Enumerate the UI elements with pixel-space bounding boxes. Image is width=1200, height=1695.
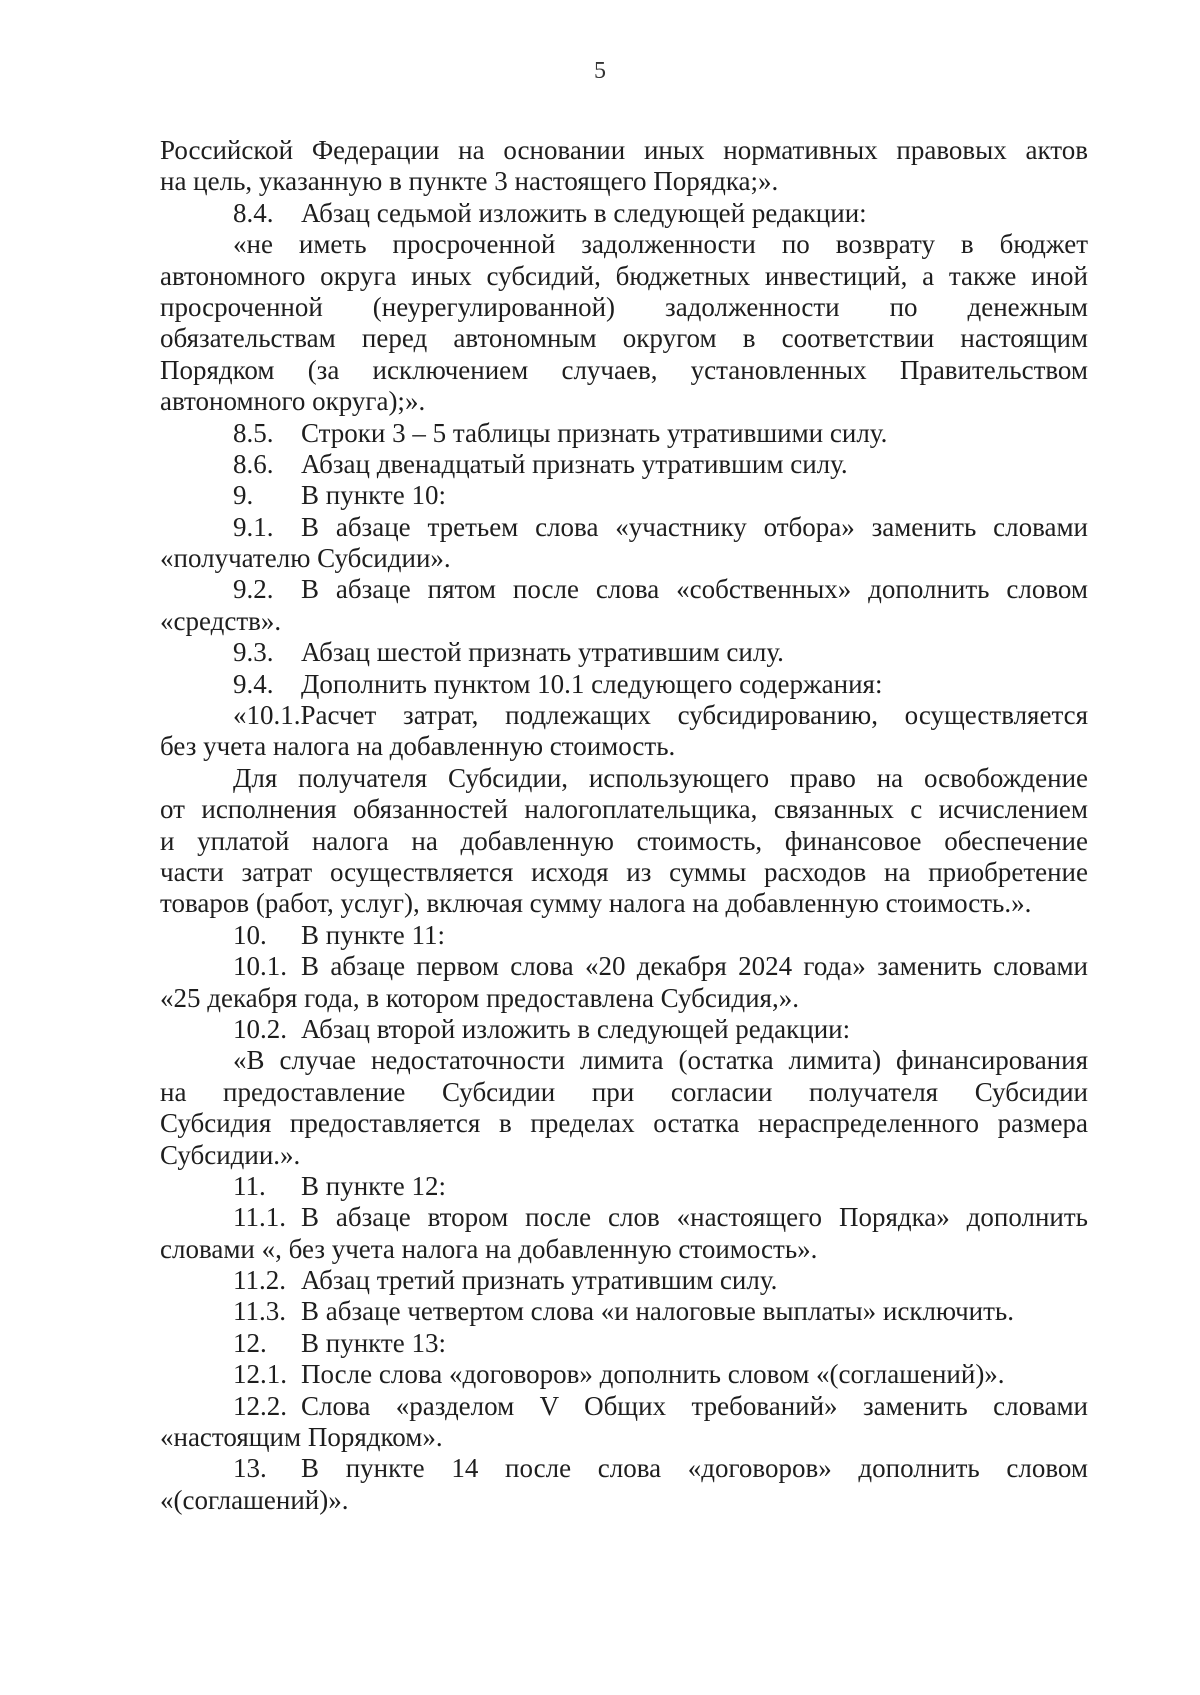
text-line: [160, 574, 1088, 605]
item-number: 11.2.: [233, 1265, 286, 1296]
line-text: просроченной (неурегулированной) задолженности по денежным: [160, 291, 1088, 322]
text-line: [160, 1140, 1088, 1171]
text-line: [160, 669, 1088, 700]
line-text: Абзац второй изложить в следующей редакции:: [301, 1013, 851, 1044]
item-number: 12.1.: [233, 1359, 287, 1390]
line-text: «не иметь просроченной задолженности по возврату в бюджет: [233, 229, 1088, 260]
item-number: 11.: [233, 1170, 266, 1201]
line-text: без учета налога на добавленную стоимость.: [160, 731, 676, 762]
text-line: [160, 512, 1088, 543]
text-line: [160, 1108, 1088, 1139]
item-number: 9.1.: [233, 511, 274, 542]
text-line: [160, 198, 1088, 229]
line-text: Для получателя Субсидии, использующего право на освобождение: [233, 762, 1088, 793]
line-text: В пункте 13:: [301, 1327, 446, 1358]
text-line: [160, 1045, 1088, 1076]
text-line: [160, 1014, 1088, 1045]
line-text: «В случае недостаточности лимита (остатка лимита) финансирования: [233, 1045, 1088, 1076]
item-number: 13.: [233, 1453, 267, 1484]
text-line: [160, 920, 1088, 951]
item-number: 8.5.: [233, 417, 274, 448]
line-text: Субсидии.».: [160, 1139, 301, 1170]
item-number: 9.2.: [233, 574, 274, 605]
line-text: Абзац шестой признать утратившим силу.: [301, 637, 784, 668]
text-line: [160, 700, 1088, 731]
line-text: Абзац двенадцатый признать утратившим силу.: [301, 448, 848, 479]
line-text: После слова «договоров» дополнить словом «(соглашений)».: [301, 1359, 1005, 1390]
text-line: [160, 826, 1088, 857]
line-text: на предоставление Субсидии при согласии получателя Субсидии: [160, 1076, 1088, 1107]
line-text: автономного округа);».: [160, 386, 426, 417]
text-line: [160, 543, 1088, 574]
document-body: [160, 135, 1088, 1516]
line-text: Субсидия предоставляется в пределах остатка нераспределенного размера: [160, 1108, 1088, 1139]
line-text: Абзац третий признать утратившим силу.: [301, 1265, 778, 1296]
text-line: [160, 1485, 1088, 1516]
page-number: 5: [594, 58, 606, 84]
text-line: [160, 1296, 1088, 1327]
item-number: 10.: [233, 919, 267, 950]
text-line: [160, 1202, 1088, 1233]
line-text: В пункте 14 после слова «договоров» дополнить словом: [301, 1453, 1088, 1484]
line-text: Строки 3 – 5 таблицы признать утратившими силу.: [301, 417, 888, 448]
text-line: [160, 857, 1088, 888]
item-number: 8.6.: [233, 448, 274, 479]
line-text: Слова «разделом V Общих требований» заменить словами: [301, 1390, 1088, 1421]
text-line: [160, 1265, 1088, 1296]
text-line: [160, 261, 1088, 292]
line-text: «25 декабря года, в котором предоставлена Субсидия,».: [160, 982, 799, 1013]
text-line: [160, 606, 1088, 637]
line-text: Порядком (за исключением случаев, установленных Правительством: [160, 354, 1088, 385]
line-text: В пункте 10:: [301, 480, 446, 511]
line-text: В абзаце четвертом слова «и налоговые выплаты» исключить.: [301, 1296, 1014, 1327]
line-text: словами «, без учета налога на добавленную стоимость».: [160, 1233, 818, 1264]
line-text: «10.1.Расчет затрат, подлежащих субсидированию, осуществляется: [233, 700, 1088, 731]
text-line: [160, 1359, 1088, 1390]
line-text: В пункте 11:: [301, 919, 445, 950]
text-line: [160, 951, 1088, 982]
text-line: [160, 1077, 1088, 1108]
text-line: [160, 1453, 1088, 1484]
item-number: 12.2.: [233, 1390, 287, 1421]
line-text: Дополнить пунктом 10.1 следующего содержания:: [301, 668, 883, 699]
line-text: части затрат осуществляется исходя из суммы расходов на приобретение: [160, 856, 1088, 887]
line-text: В абзаце третьем слова «участнику отбора» заменить словами: [301, 511, 1088, 542]
text-line: [160, 418, 1088, 449]
line-text: товаров (работ, услуг), включая сумму налога на добавленную стоимость.».: [160, 888, 1032, 919]
item-number: 9.: [233, 480, 254, 511]
line-text: на цель, указанную в пункте 3 настоящего Порядка;».: [160, 166, 779, 197]
item-number: 9.3.: [233, 637, 274, 668]
text-line: [160, 135, 1088, 166]
text-line: [160, 355, 1088, 386]
line-text: обязательствам перед автономным округом в соответствии настоящим: [160, 323, 1088, 354]
text-line: [160, 480, 1088, 511]
text-line: [160, 1422, 1088, 1453]
item-number: 9.4.: [233, 668, 274, 699]
line-text: Абзац седьмой изложить в следующей редакции:: [301, 197, 867, 228]
text-line: [160, 166, 1088, 197]
line-text: В абзаце первом слова «20 декабря 2024 года» заменить словами: [301, 951, 1088, 982]
line-text: от исполнения обязанностей налогоплательщика, связанных с исчислением: [160, 794, 1088, 825]
line-text: «средств».: [160, 605, 282, 636]
text-line: [160, 763, 1088, 794]
line-text: «настоящим Порядком».: [160, 1422, 443, 1453]
text-line: [160, 731, 1088, 762]
line-text: Российской Федерации на основании иных нормативных правовых актов: [160, 135, 1088, 165]
text-line: [160, 229, 1088, 260]
text-line: [160, 637, 1088, 668]
line-text: и уплатой налога на добавленную стоимость, финансовое обеспечение: [160, 825, 1088, 856]
text-line: [160, 292, 1088, 323]
line-text: «(соглашений)».: [160, 1484, 349, 1515]
text-line: [160, 1391, 1088, 1422]
item-number: 8.4.: [233, 197, 274, 228]
text-line: [160, 888, 1088, 919]
text-line: [160, 983, 1088, 1014]
item-number: 10.1.: [233, 951, 287, 982]
line-text: В абзаце пятом после слова «собственных» дополнить словом: [301, 574, 1088, 605]
text-line: [160, 323, 1088, 354]
text-line: [160, 1328, 1088, 1359]
text-line: [160, 1171, 1088, 1202]
text-line: [160, 386, 1088, 417]
line-text: «получателю Субсидии».: [160, 543, 451, 574]
line-text: автономного округа иных субсидий, бюджетных инвестиций, а также иной: [160, 260, 1088, 291]
line-text: В абзаце втором после слов «настоящего Порядка» дополнить: [301, 1202, 1088, 1233]
item-number: 11.1.: [233, 1202, 286, 1233]
line-text: В пункте 12:: [301, 1170, 446, 1201]
item-number: 11.3.: [233, 1296, 286, 1327]
text-line: [160, 794, 1088, 825]
item-number: 10.2.: [233, 1013, 287, 1044]
text-line: [160, 449, 1088, 480]
item-number: 12.: [233, 1327, 267, 1358]
text-line: [160, 1234, 1088, 1265]
